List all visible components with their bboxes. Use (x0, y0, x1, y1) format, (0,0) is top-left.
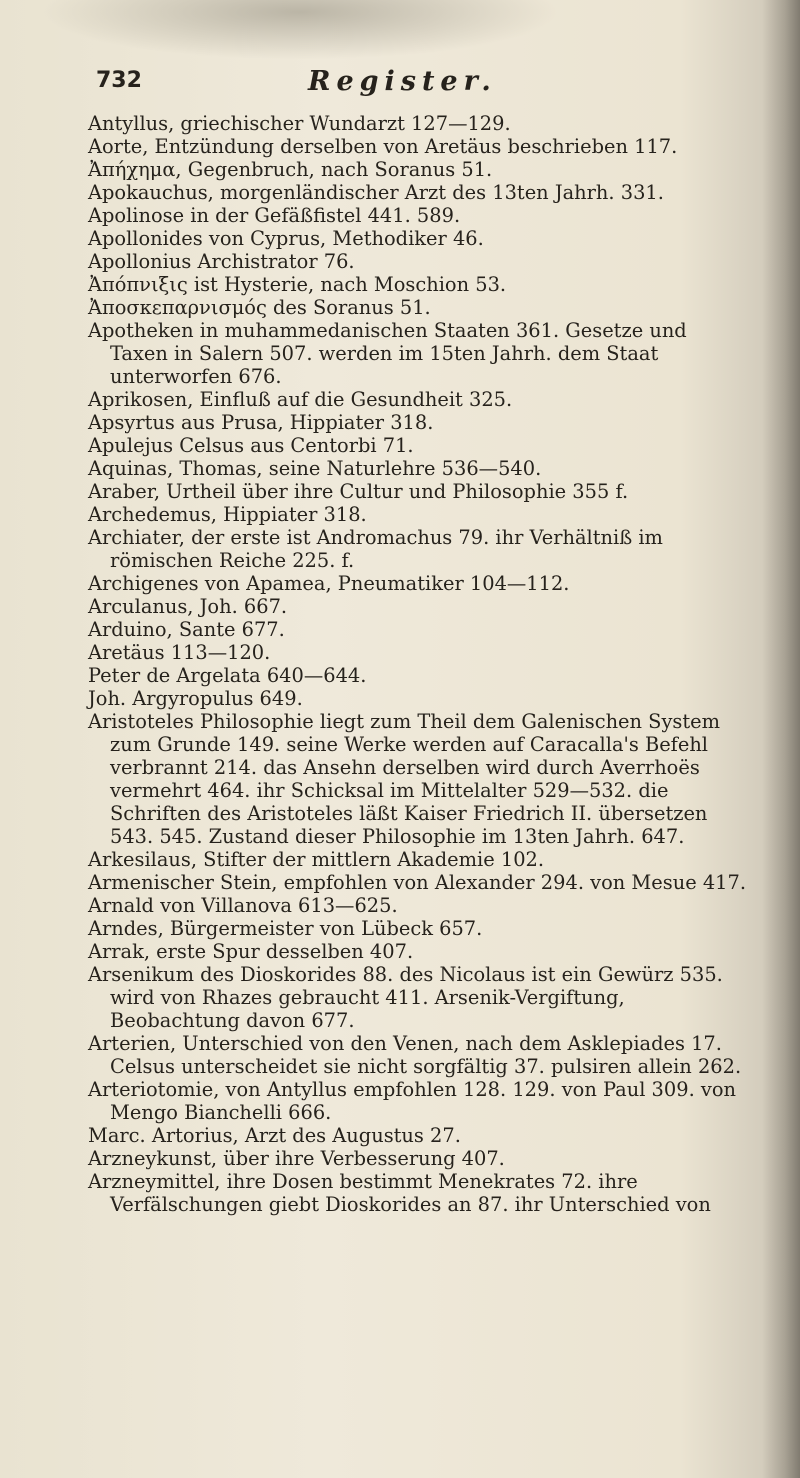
index-entry: Apotheken in muhammedanischen Staaten 361. Gesetze und Taxen in Salern 507. werden im 15ten Jahrh. dem Staat unterworfen 676. (88, 319, 687, 388)
index-entry: Apolinose in der Gefäßfistel 441. 589. (88, 204, 461, 227)
running-title: Register. (308, 66, 497, 97)
index-entry: Aorte, Entzündung derselben von Aretäus beschrieben 117. (88, 135, 678, 158)
page-number: 732 (96, 68, 142, 93)
index-entry: Apollonides von Cyprus, Methodiker 46. (88, 227, 484, 250)
index-entry: Arterien, Unterschied von den Venen, nach dem Asklepiades 17. Celsus unterscheidet sie nicht sorgfältig 37. pulsiren allein 262. (88, 1032, 742, 1078)
index-entry: Arduino, Sante 677. (88, 618, 285, 641)
index-entry: Archigenes von Apamea, Pneumatiker 104—112. (88, 572, 570, 595)
index-entry: Apsyrtus aus Prusa, Hippiater 318. (88, 411, 434, 434)
index-entry: Arzneymittel, ihre Dosen bestimmt Menekrates 72. ihre Verfälschungen giebt Dioskorides an 87. ihr Unterschied von (88, 1170, 711, 1216)
index-entry: Arndes, Bürgermeister von Lübeck 657. (88, 917, 483, 940)
index-entry: Aprikosen, Einfluß auf die Gesundheit 325. (88, 388, 513, 411)
index-entry: Antyllus, griechischer Wundarzt 127—129. (88, 112, 511, 135)
index-entry: Aretäus 113—120. (88, 641, 271, 664)
index-entry: Ἀπόπνιξις ist Hysterie, nach Moschion 53. (88, 273, 507, 296)
index-entry: Peter de Argelata 640—644. (88, 664, 367, 687)
index-entries (88, 112, 748, 1216)
index-entry: Arculanus, Joh. 667. (88, 595, 288, 618)
index-entry: Ἀπήχημα, Gegenbruch, nach Soranus 51. (88, 158, 493, 181)
index-entry: Aquinas, Thomas, seine Naturlehre 536—540. (88, 457, 542, 480)
page-header (96, 68, 736, 108)
index-entry: Arnald von Villanova 613—625. (88, 894, 398, 917)
index-entry: Aristoteles Philosophie liegt zum Theil dem Galenischen System zum Grunde 149. seine Werke werden auf Caracalla's Befehl verbrannt 214. das Ansehn derselben wird durch Averrhoës vermehrt 464. ihr Schicksal im Mittelalter 529—532. die Schriften des Aristoteles läßt Kaiser Friedrich II. übersetzen 543. 545. Zustand dieser Philosophie im 13ten Jahrh. 647. (88, 710, 721, 848)
index-entry: Araber, Urtheil über ihre Cultur und Philosophie 355 f. (88, 480, 629, 503)
page-edge-shadow (762, 0, 800, 1478)
index-entry: Joh. Argyropulus 649. (88, 687, 303, 710)
index-entry: Arteriotomie, von Antyllus empfohlen 128. 129. von Paul 309. von Mengo Bianchelli 666. (88, 1078, 737, 1124)
index-entry: Apokauchus, morgenländischer Arzt des 13ten Jahrh. 331. (88, 181, 664, 204)
index-entry: Arzneykunst, über ihre Verbesserung 407. (88, 1147, 505, 1170)
index-entry: Marc. Artorius, Arzt des Augustus 27. (88, 1124, 461, 1147)
index-entry: Arsenikum des Dioskorides 88. des Nicolaus ist ein Gewürz 535. wird von Rhazes gebraucht 411. Arsenik-Vergiftung, Beobachtung davon 677. (88, 963, 723, 1032)
index-entry: Archiater, der erste ist Andromachus 79. ihr Verhältniß im römischen Reiche 225. f. (88, 526, 663, 572)
index-entry: Archedemus, Hippiater 318. (88, 503, 367, 526)
page-stain (40, 0, 560, 60)
index-entry: Arkesilaus, Stifter der mittlern Akademie 102. (88, 848, 545, 871)
index-entry: Arrak, erste Spur desselben 407. (88, 940, 414, 963)
index-entry: Apollonius Archistrator 76. (88, 250, 355, 273)
index-entry: Apulejus Celsus aus Centorbi 71. (88, 434, 414, 457)
index-entry: Ἀποσκεπαρνισμός des Soranus 51. (88, 296, 431, 319)
index-entry: Armenischer Stein, empfohlen von Alexander 294. von Mesue 417. (88, 871, 747, 894)
